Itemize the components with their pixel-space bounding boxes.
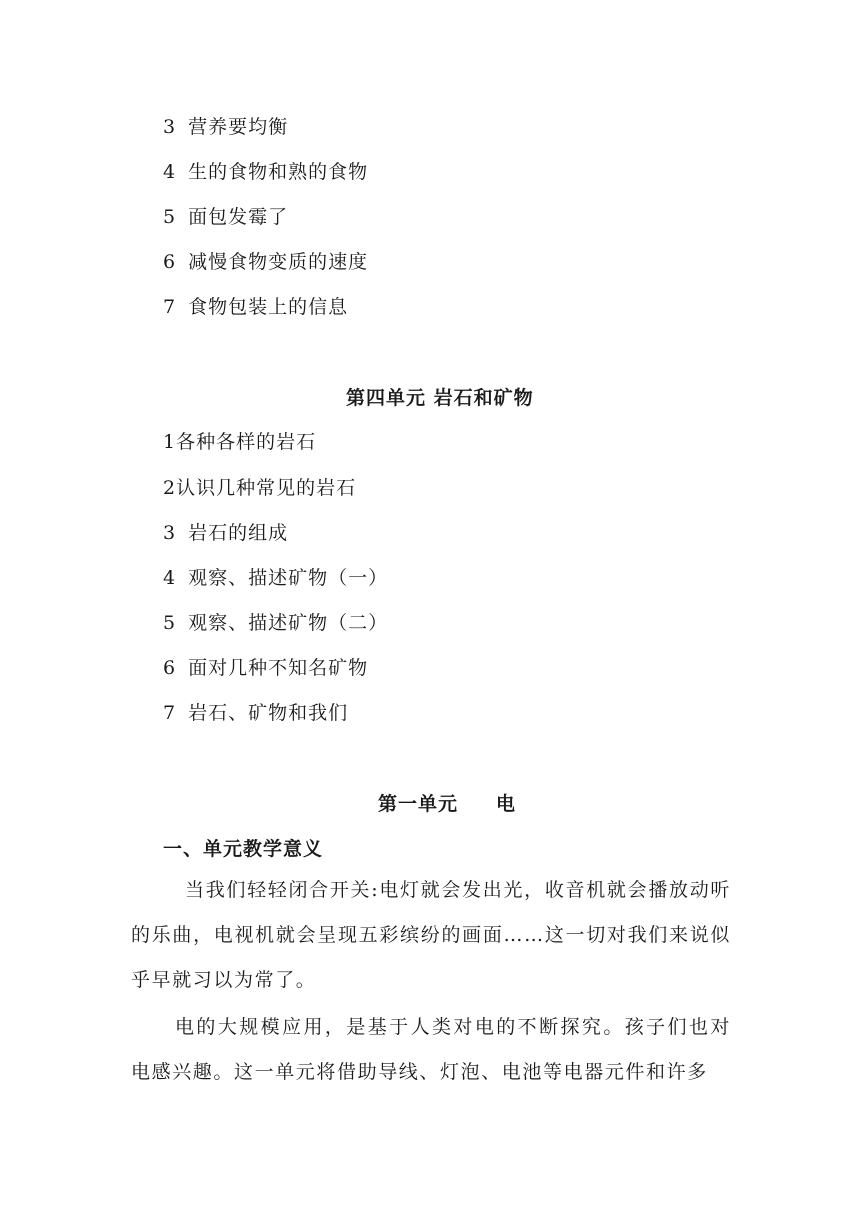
- item-number: 5: [163, 206, 177, 228]
- paragraph: 当我们轻轻闭合开关:电灯就会发出光，收音机就会播放动听的乐曲，电视机就会呈现五彩缤纷的画面……这一切对我们来说似乎早就习以为常了。: [131, 879, 731, 991]
- unit1-title-subject: 电: [496, 793, 517, 815]
- item-text: 面对几种不知名矿物: [188, 657, 369, 679]
- item-text: 生的食物和熟的食物: [188, 161, 369, 183]
- item-number: 6: [163, 251, 177, 273]
- list-item: [163, 521, 288, 545]
- unit1-title: [378, 792, 516, 816]
- item-text: 减慢食物变质的速度: [188, 251, 369, 273]
- item-number: 4: [163, 567, 177, 589]
- item-number: 3: [163, 522, 177, 544]
- item-text: 岩石的组成: [188, 522, 289, 544]
- item-text: 观察、描述矿物（一）: [188, 567, 389, 589]
- item-number: 6: [163, 657, 177, 679]
- item-text: 面包发霉了: [188, 206, 289, 228]
- list-item: [163, 160, 368, 184]
- list-item: [163, 611, 388, 635]
- list-item: [163, 701, 348, 725]
- list-item: [163, 295, 348, 319]
- item-number: 7: [163, 296, 177, 318]
- list-item: [163, 250, 368, 274]
- item-text: 观察、描述矿物（二）: [188, 612, 389, 634]
- unit1-title-label: 第一单元: [378, 793, 459, 815]
- item-text: 各种各样的岩石: [176, 431, 317, 453]
- item-number: 1: [163, 431, 177, 453]
- item-number: 4: [163, 161, 177, 183]
- item-number: 5: [163, 612, 177, 634]
- list-item: [163, 205, 288, 229]
- list-item: [163, 430, 316, 454]
- item-text: 认识几种常见的岩石: [176, 477, 357, 499]
- item-number: 2: [163, 477, 177, 499]
- item-text: 食物包装上的信息: [188, 296, 349, 318]
- item-text: 岩石、矿物和我们: [188, 702, 349, 724]
- section-heading: 一、单元教学意义: [163, 838, 324, 860]
- item-number: 7: [163, 702, 177, 724]
- list-item: [163, 566, 388, 590]
- item-number: 3: [163, 116, 177, 138]
- unit4-title: 第四单元 岩石和矿物: [346, 387, 534, 409]
- paragraph: 电的大规模应用，是基于人类对电的不断探究。孩子们也对电感兴趣。这一单元将借助导线、灯泡、电池等电器元件和许多: [131, 1016, 731, 1083]
- item-text: 营养要均衡: [188, 116, 289, 138]
- list-item: [163, 476, 356, 500]
- list-item: [163, 115, 288, 139]
- list-item: [163, 656, 368, 680]
